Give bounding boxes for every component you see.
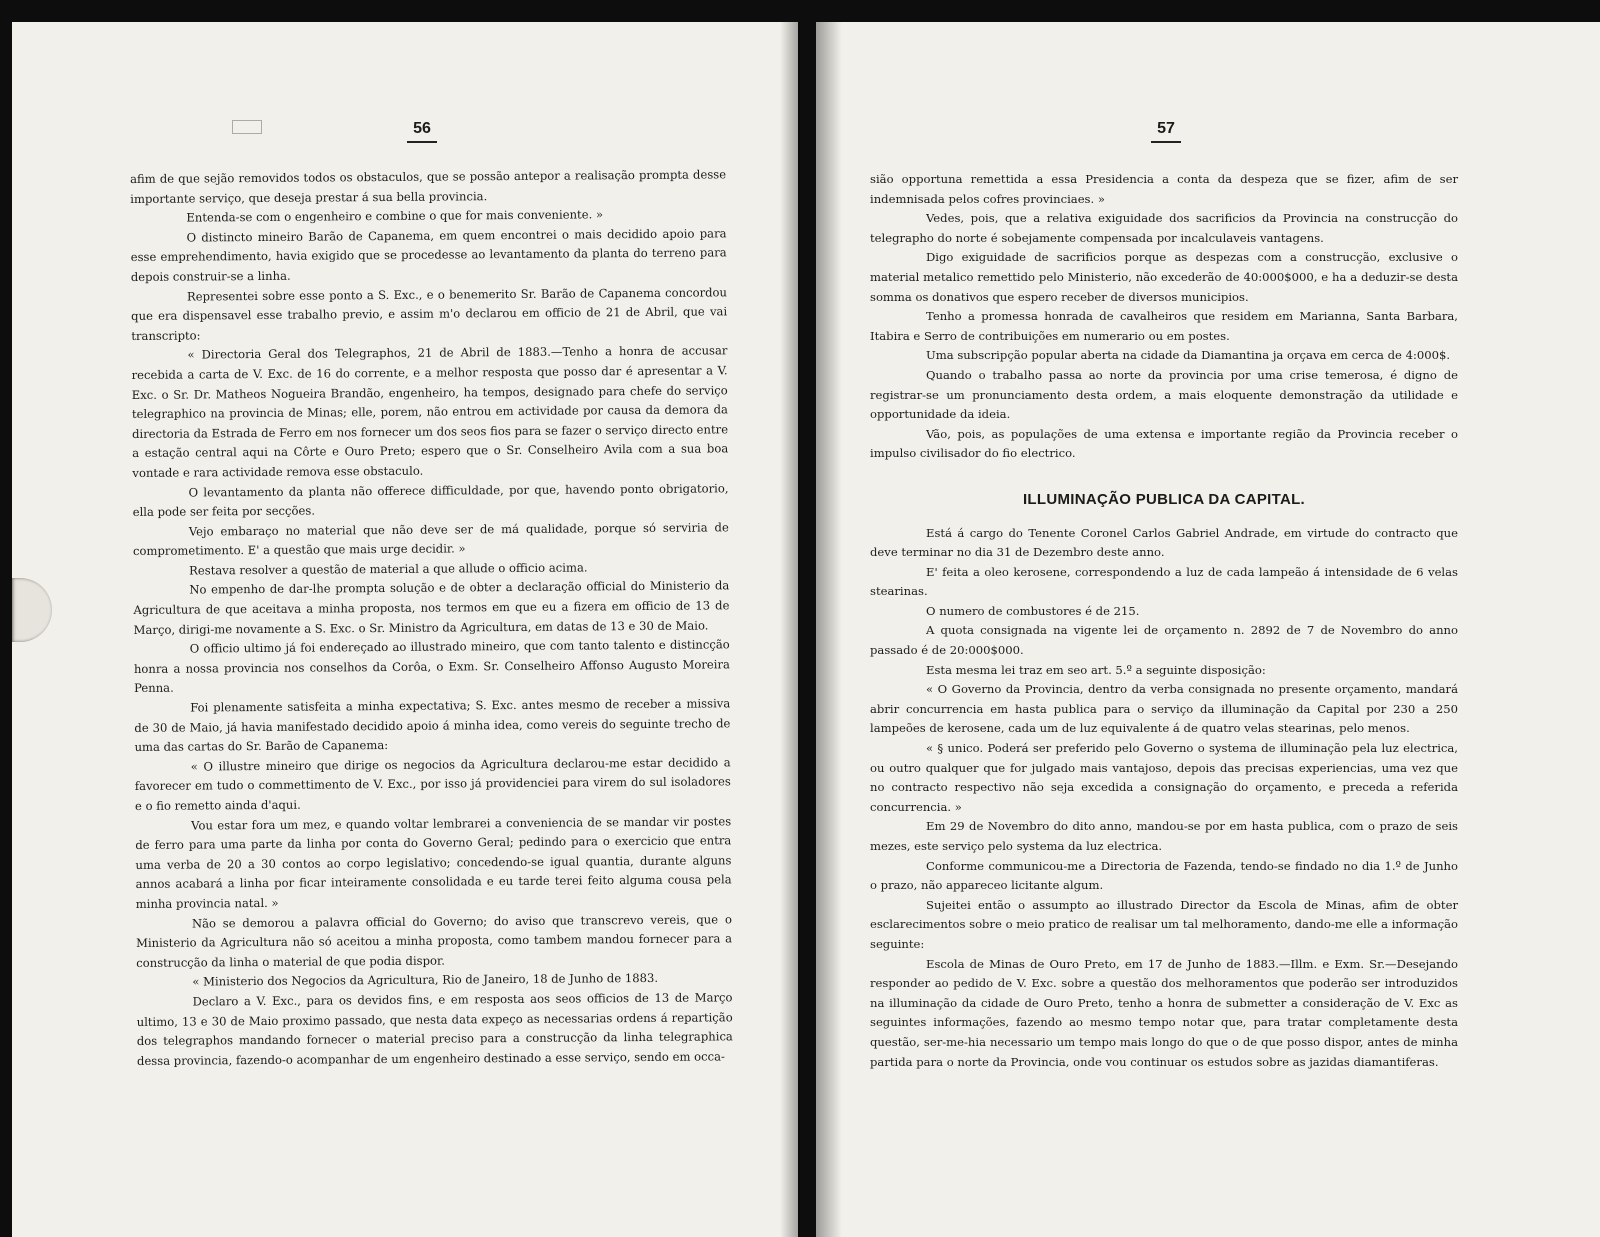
paragraph: sião opportuna remettida a essa Presidencia a conta da despeza que se fizer, afim de ser indemnisada pelos cofres provinciaes. » [870, 172, 1458, 206]
section-title: ILLUMINAÇÃO PUBLICA DA CAPITAL. [1022, 490, 1306, 508]
paragraph: Uma subscripção popular aberta na cidade da Diamantina ja orçava em cerca de 4:000$. [926, 348, 1451, 363]
paragraph: Entenda-se com o engenheiro e combine o que for mais conveniente. » [186, 207, 604, 225]
paragraph: Vejo embaraço no material que não deve ser de má qualidade, porque só serviria de comprometimento. E' a questão que mais urge decidir. » [132, 519, 729, 559]
paragraph: A quota consignada na vigente lei de orçamento n. 2892 de 7 de Novembro do anno passado é de 20:000$000. [870, 623, 1458, 658]
right-page-text [870, 170, 1458, 1072]
paragraph: « Directoria Geral dos Telegraphos, 21 de Abril de 1883.—Tenho a honra de accusar recebida a carta de V. Exc. de 16 do corrente, e a melhor resposta que posso dar é apresentar a V. Exc. o Sr. Dr. Matheos Nogueira Brandão, engenheiro, ha tempos, designado para chefe do serviço telegraphico na provincia de Minas; elle, porem, não entrou em actividade por causa da demora da directoria da Estrada de Ferro em nos fornecer um dos seos fios para se fazer o serviço directo entre a estação central aqui na Côrte e Ouro Preto; espero que o Sr. Conselheiro Avila com a sua boa vontade e rara actividade remova esse obstaculo. [131, 343, 729, 480]
paragraph: O officio ultimo já foi endereçado ao illustrado mineiro, que com tanto talento e distincção honra a nossa provincia nos conselhos da Corôa, o Exm. Sr. Conselheiro Affonso Augusto Moreira Penna. [133, 637, 730, 696]
spine-shadow-right [816, 22, 842, 1237]
spine-shadow-left [780, 22, 800, 1237]
paragraph: Declaro a V. Exc., para os devidos fins, e em resposta aos seos officios de 13 de Março ultimo, 13 e 30 de Maio proximo passado, que nesta data expeço as necessarias ordens á repartição dos telegraphos mandando fornecer o material preciso para a construcção da linha telegraphica dessa provincia, fazendo-o acompanhar de um engenheiro destinado a esse serviço, sendo em occa- [136, 990, 733, 1068]
paragraph: Tenho a promessa honrada de cavalheiros que residem em Marianna, Santa Barbara, Itabira e Serro de contribuições em numerario ou em postes. [870, 309, 1458, 343]
left-page-text [130, 165, 733, 1071]
binding-clip [12, 578, 52, 642]
paragraph: Vedes, pois, que a relativa exiguidade dos sacrificios da Provincia na construcção do telegrapho do norte é sobejamente compensada por incalculaveis vantagens. [870, 211, 1458, 245]
paragraph: Não se demorou a palavra official do Governo; do aviso que transcrevo vereis, que o Ministerio da Agricultura não só aceitou a minha proposta, como tambem mandou fornecer para a construcção da linha o material de que podia dispor. [136, 911, 733, 970]
paragraph: O distincto mineiro Barão de Capanema, em quem encontrei o mais decidido apoio para esse emprehendimento, havia exigido que se procedesse ao levantamento da planta do terreno para depois construir-se a linha. [130, 226, 727, 284]
paragraph: Representei sobre esse ponto a S. Exc., e o benemerito Sr. Barão de Capanema concordou que era dispensavel esse trabalho previo, e assim m'o declarou em officio de 21 de Abril, que vai transcripto: [131, 284, 728, 343]
page-number-right: 57 [1136, 120, 1196, 143]
paragraph: E' feita a oleo kerosene, correspondendo a luz de cada lampeão á intensidade de 6 velas stearinas. [870, 564, 1458, 599]
paragraph: Vão, pois, as populações de uma extensa e importante região da Provincia receber o impulso civilisador do fio electrico. [870, 426, 1458, 461]
paragraph: Sujeitei então o assumpto ao illustrado Director da Escola de Minas, afim de obter esclarecimentos sobre o meio pratico de realisar um tal melhoramento, dando-me elle a informação seguinte: [870, 897, 1458, 951]
paragraph: « O illustre mineiro que dirige os negocios da Agricultura declarou-me estar decidido a favorecer em tudo o commettimento de V. Exc., por isso já providenciei para virem do sul isoladores e o fio remetto ainda d'aqui. [134, 755, 731, 813]
paragraph: O levantamento da planta não offerece difficuldade, por que, havendo ponto obrigatorio, ella pode ser feita por secções. [132, 480, 729, 520]
paragraph: « O Governo da Provincia, dentro da verba consignada no presente orçamento, mandará abrir concurrencia em hasta publica para o serviço da illuminação da Capital por 230 a 250 lampeões de kerosene, cada um de luz equivalente á de quatro velas stearinas, pelo menos. [870, 682, 1458, 736]
paragraph: Escola de Minas de Ouro Preto, em 17 de Junho de 1883.—Illm. e Exm. Sr.—Desejando responder ao pedido de V. Exc. sobre a questão dos melhoramentos que poderão ser introduzidos na illuminação da cidade de Ouro Preto, tenho a honra de submetter a consideração de V. Exc as seguintes informações, fazendo ao mesmo tempo notar que, para tratar completamente desta questão, ser-me-hia necessario um tempo mais longo do que o de que posso dispor, antes de minha partida para o norte da Provincia, onde vou continuar os estudos sobre as jazidas diamantiferas. [870, 956, 1458, 1069]
paragraph: O numero de combustores é de 215. [926, 603, 1140, 618]
paragraph: Esta mesma lei traz em seo art. 5.º a seguinte disposição: [926, 662, 1266, 677]
page-number-left: 56 [392, 120, 452, 143]
paragraph: Conforme communicou-me a Directoria de Fazenda, tendo-se findado no dia 1.º de Junho o prazo, não appareceo licitante algum. [870, 858, 1458, 893]
paragraph: Foi plenamente satisfeita a minha expectativa; S. Exc. antes mesmo de receber a missiva de 30 de Maio, já havia manifestado decidido apoio á minha idea, como vereis do seguinte trecho de uma das cartas do Sr. Barão de Capanema: [134, 696, 731, 755]
left-page [12, 22, 798, 1237]
paragraph: Está á cargo do Tenente Coronel Carlos Gabriel Andrade, em virtude do contracto que deve terminar no dia 31 de Dezembro deste anno. [870, 525, 1458, 560]
paragraph: Vou estar fora um mez, e quando voltar lembrarei a conveniencia de se mandar vir postes de ferro para uma parte da linha por conta do Governo Geral; pedindo para o exercicio que entra uma verba de 20 a 30 contos ao corpo legislativo; concedendo-se igual quantia, durante alguns annos acabará a linha por ficar inteiramente consolidada e eu tarde terei feito alguma cousa pela minha provincia natal. » [135, 813, 732, 911]
paragraph: Em 29 de Novembro do dito anno, mandou-se por em hasta publica, com o prazo de seis mezes, este serviço pelo systema da luz electrica. [870, 819, 1458, 853]
paragraph: No empenho de dar-lhe prompta solução e de obter a declaração official do Ministerio da Agricultura de que aceitava a minha proposta, nos termos em que eu a fizera em officio de 13 de Março, dirigi-me novamente a S. Exc. o Sr. Ministro da Agricultura, em datas de 13 e 30 de Maio. [133, 578, 730, 637]
paragraph: « Ministerio dos Negocios da Agricultura, Rio de Janeiro, 18 de Junho de 1883. [192, 971, 659, 989]
right-page [816, 22, 1600, 1237]
library-stamp [232, 120, 262, 134]
paragraph: Restava resolver a questão de material a que allude o officio acima. [189, 560, 588, 578]
paragraph: afim de que sejão removidos todos os obstaculos, que se possão antepor a realisação prompta desse importante serviço, que deseja prestar á sua bella provincia. [130, 167, 727, 206]
paragraph: « § unico. Poderá ser preferido pelo Governo o systema de illuminação pela luz electrica, ou outro qualquer que for julgado mais vantajoso, depois das precisas experiencias, uma vez que no contracto respectivo não seja excedida a consignação do orçamento, e preceda a referida concurrencia. » [870, 741, 1458, 814]
paragraph: Quando o trabalho passa ao norte da provincia por uma crise temerosa, é digno de registrar-se um pronunciamento desta ordem, a mais eloquente demonstração da utilidade e opportunidade da ideia. [870, 367, 1458, 422]
paragraph: Digo exiguidade de sacrificios porque as despezas com a construcção, exclusive o material metalico remettido pelo Ministerio, não excederão de 40:000$000, e ha a deduzir-se desta somma os donativos que espero receber de diversos municipios. [870, 250, 1458, 304]
